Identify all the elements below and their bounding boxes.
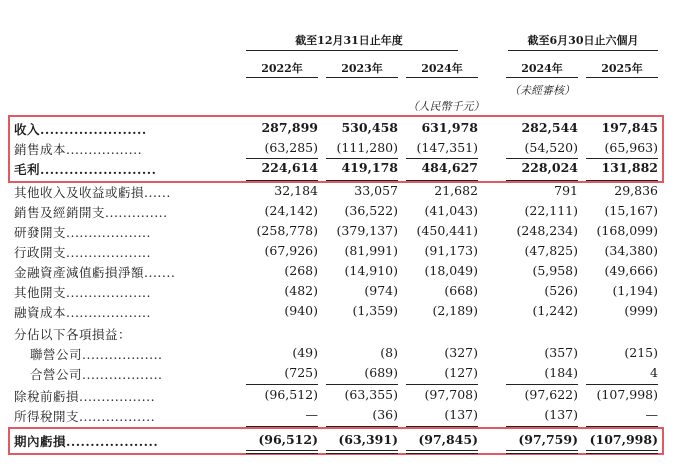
row-label: 分佔以下各項損益： [14, 327, 132, 342]
row-value: (450,441) [416, 223, 478, 238]
row-value: (67,926) [264, 243, 318, 258]
total-rule [246, 384, 318, 385]
row-value: (63,285) [264, 140, 318, 155]
row-value: 530,458 [341, 120, 398, 135]
row-value: (49,666) [604, 263, 658, 278]
row-value: 197,845 [601, 120, 658, 135]
total-rule [586, 426, 658, 427]
header-half-group: 截至6月30日止六個月 [527, 34, 639, 47]
row-label: 除稅前虧損................. [14, 389, 156, 404]
total-rule [246, 158, 318, 159]
total-rule [246, 180, 318, 181]
row-label: 銷售成本................. [14, 142, 143, 157]
row-label: 銷售及經銷開支.............. [14, 205, 168, 220]
row-value: (41,043) [424, 203, 478, 218]
row-label: 研發開支................... [14, 225, 151, 240]
total-rule [506, 180, 578, 181]
row-label: 聯營公司.................. [30, 347, 163, 362]
row-value: 29,836 [614, 183, 658, 198]
row-value: (147,351) [416, 140, 478, 155]
table-row [0, 303, 684, 323]
total-rule [406, 426, 478, 427]
row-value: (63,355) [344, 387, 398, 402]
row-label: 合營公司.................. [30, 367, 163, 382]
total-rule [506, 450, 578, 451]
row-value: (357) [544, 345, 578, 360]
row-value: (15,167) [604, 203, 658, 218]
row-value: (725) [284, 365, 318, 380]
row-label: 金融資產減值虧損淨額....... [14, 265, 176, 280]
total-rule [326, 453, 398, 454]
row-value: (137) [544, 407, 578, 422]
row-value: 33,057 [354, 183, 398, 198]
row-value: (137) [444, 407, 478, 422]
row-label: 其他開支................... [14, 285, 151, 300]
total-rule [586, 180, 658, 181]
total-rule [406, 158, 478, 159]
table-row [0, 183, 684, 203]
total-rule [406, 453, 478, 454]
row-value: 419,178 [341, 160, 398, 175]
total-rule [506, 158, 578, 159]
total-rule [586, 384, 658, 385]
row-value: (248,234) [516, 223, 578, 238]
row-value: (268) [284, 263, 318, 278]
col-rule [506, 77, 578, 78]
table-row [0, 263, 684, 283]
row-value: (999) [624, 303, 658, 318]
row-label: 期內虧損................... [14, 434, 159, 449]
row-value: (97,622) [524, 387, 578, 402]
total-rule [506, 453, 578, 454]
row-value: (668) [444, 283, 478, 298]
row-value: (107,998) [596, 387, 658, 402]
col-header-2025-half: 2025年 [601, 62, 643, 75]
row-value: (24,142) [264, 203, 318, 218]
table-row [0, 325, 684, 345]
row-value: (5,958) [532, 263, 578, 278]
header-rule-year [246, 50, 458, 51]
row-value: (47,825) [524, 243, 578, 258]
total-rule [326, 426, 398, 427]
row-value: (111,280) [336, 140, 398, 155]
row-value: (36) [372, 407, 398, 422]
row-value: (482) [284, 283, 318, 298]
row-value: (97,708) [424, 387, 478, 402]
row-value: (2,189) [432, 303, 478, 318]
row-value: (96,512) [258, 432, 318, 447]
col-rule [326, 77, 398, 78]
total-rule [586, 158, 658, 159]
header-rule-half [508, 50, 658, 51]
row-value: 228,024 [521, 160, 578, 175]
col-header-2024-half: 2024年 [521, 62, 563, 75]
row-value: (18,049) [424, 263, 478, 278]
table-row [0, 365, 684, 385]
row-value: (127) [444, 365, 478, 380]
table-row [0, 407, 684, 427]
total-rule [326, 180, 398, 181]
col-rule [406, 77, 478, 78]
row-value: (36,522) [344, 203, 398, 218]
total-rule [406, 384, 478, 385]
row-label: 毛利........................ [14, 162, 157, 177]
row-value: (940) [284, 303, 318, 318]
row-value: 4 [650, 365, 658, 380]
row-value: 282,544 [521, 120, 578, 135]
row-label: 行政開支................... [14, 245, 151, 260]
row-value: 224,614 [261, 160, 318, 175]
row-value: 287,899 [261, 120, 318, 135]
total-rule [326, 450, 398, 451]
highlight-box-revenue [8, 115, 664, 183]
row-value: 21,682 [434, 183, 478, 198]
row-value: (258,778) [256, 223, 318, 238]
row-value: (1,242) [532, 303, 578, 318]
row-value: (184) [544, 365, 578, 380]
row-value: (63,391) [338, 432, 398, 447]
total-rule [326, 384, 398, 385]
row-value: (689) [364, 365, 398, 380]
row-value: (91,173) [424, 243, 478, 258]
row-value: (1,194) [612, 283, 658, 298]
row-value: (327) [444, 345, 478, 360]
row-value: (81,991) [344, 243, 398, 258]
row-value: (8) [380, 345, 398, 360]
row-label: 收入...................... [14, 122, 147, 137]
row-value: (65,963) [604, 140, 658, 155]
total-rule [586, 453, 658, 454]
total-rule [406, 450, 478, 451]
total-rule [406, 180, 478, 181]
total-rule [246, 453, 318, 454]
row-value: (379,137) [336, 223, 398, 238]
col-header-2022: 2022年 [261, 62, 303, 75]
row-value: (97,759) [518, 432, 578, 447]
row-label: 所得稅開支................. [14, 409, 156, 424]
table-row [0, 243, 684, 263]
row-value: — [305, 407, 318, 422]
unaudited-note: （未經審核） [509, 84, 575, 97]
row-value: 131,882 [601, 160, 658, 175]
col-rule [586, 77, 658, 78]
row-value: (215) [624, 345, 658, 360]
row-value: (54,520) [524, 140, 578, 155]
row-value: (1,359) [352, 303, 398, 318]
table-row [0, 283, 684, 303]
total-rule [506, 384, 578, 385]
row-value: (34,380) [604, 243, 658, 258]
row-value: (97,845) [418, 432, 478, 447]
col-rule [246, 77, 318, 78]
currency-note: （人民幣千元） [407, 100, 485, 113]
row-value: (22,111) [524, 203, 578, 218]
row-value: 791 [554, 183, 578, 198]
table-row [0, 203, 684, 223]
header-year-group: 截至12月31日止年度 [295, 34, 403, 47]
total-rule [246, 426, 318, 427]
row-value: (14,910) [344, 263, 398, 278]
table-row [0, 345, 684, 365]
row-label: 融資成本................... [14, 305, 151, 320]
row-value: 631,978 [421, 120, 478, 135]
total-rule [326, 158, 398, 159]
table-row [0, 387, 684, 407]
total-rule [506, 426, 578, 427]
row-value: — [645, 407, 658, 422]
table-row [0, 223, 684, 243]
row-value: (168,099) [596, 223, 658, 238]
row-value: (974) [364, 283, 398, 298]
row-value: 32,184 [274, 183, 318, 198]
total-rule [586, 450, 658, 451]
total-rule [246, 450, 318, 451]
row-value: (49) [292, 345, 318, 360]
col-header-2024: 2024年 [421, 62, 463, 75]
col-header-2023: 2023年 [341, 62, 383, 75]
row-label: 其他收入及收益或虧損...... [14, 185, 171, 200]
row-value: (107,998) [589, 432, 658, 447]
row-value: (526) [544, 283, 578, 298]
row-value: (96,512) [264, 387, 318, 402]
row-value: 484,627 [421, 160, 478, 175]
